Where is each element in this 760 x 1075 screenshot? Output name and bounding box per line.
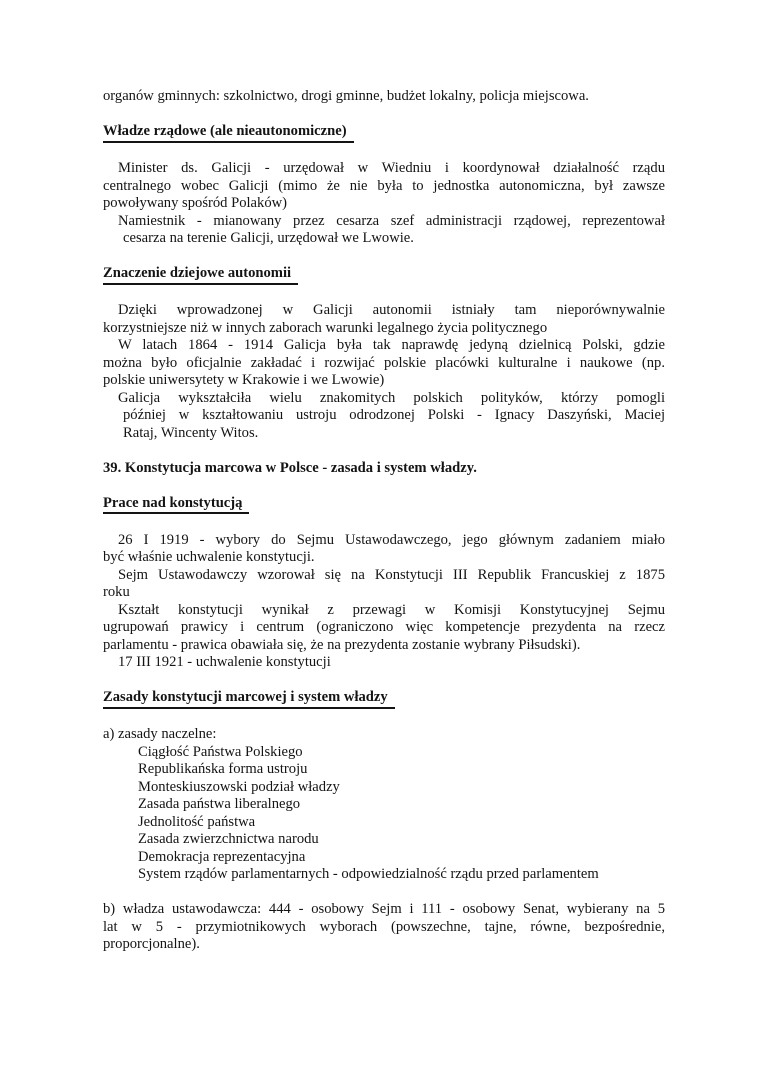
text-line: Kształt konstytucji wynikał z przewagi w Komisji Konstytucyjnej Sejmu bbox=[118, 601, 665, 618]
text-line: być właśnie uchwalenie konstytucji. bbox=[103, 549, 315, 565]
list-item: Demokracja reprezentacyjna bbox=[138, 848, 306, 865]
text-line: ugrupowań prawicy i centrum (ograniczono więc kompetencje prezydenta na rzecz bbox=[103, 619, 665, 635]
text-line: polskie uniwersytety w Krakowie i we Lwowie) bbox=[103, 372, 385, 388]
paragraph-block bbox=[103, 88, 665, 106]
text-line: a) zasady naczelne: bbox=[103, 726, 217, 742]
paragraph-block bbox=[103, 602, 665, 655]
text-line: centralnego wobec Galicji (mimo że nie była to jednostka autonomiczna, był zawsze bbox=[103, 177, 665, 194]
list-item: Zasada zwierzchnictwa narodu bbox=[138, 831, 319, 847]
paragraph-block bbox=[103, 901, 665, 954]
paragraph-block bbox=[103, 532, 665, 567]
text-line: Sejm Ustawodawczy wzorował się na Konstytucji III Republik Francuskiej z 1875 bbox=[118, 566, 665, 583]
text-line: lat w 5 - przymiotnikowych wyborach (powszechne, tajne, równe, bezpośrednie, bbox=[103, 918, 665, 935]
list-item: Zasada państwa liberalnego bbox=[138, 796, 301, 812]
heading-block bbox=[103, 265, 665, 285]
heading-text: Zasady konstytucji marcowej i system władzy bbox=[103, 689, 395, 709]
text-line: powoływany spośród Polaków) bbox=[103, 195, 288, 211]
heading-block bbox=[103, 460, 665, 478]
heading-text: Władze rządowe (ale nieautonomiczne) bbox=[103, 123, 354, 143]
paragraph-block bbox=[103, 160, 665, 213]
heading-text: 39. Konstytucja marcowa w Polsce - zasada i system władzy. bbox=[103, 459, 477, 476]
text-line: cesarza na terenie Galicji, urzędował we Lwowie. bbox=[123, 230, 414, 246]
text-line: 17 III 1921 - uchwalenie konstytucji bbox=[118, 654, 331, 670]
text-line: Dzięki wprowadzonej w Galicji autonomii istniały tam nieporównywalnie bbox=[118, 302, 665, 318]
paragraph-block bbox=[103, 567, 665, 602]
heading-block bbox=[103, 123, 665, 143]
list-item: Monteskiuszowski podział władzy bbox=[138, 778, 340, 795]
document-text-area bbox=[103, 88, 665, 954]
text-line: korzystniejsze niż w innych zaborach warunki legalnego życia politycznego bbox=[103, 319, 548, 336]
text-line: b) władza ustawodawcza: 444 - osobowy Sejm i 111 - osobowy Senat, wybierany na 5 bbox=[103, 901, 665, 917]
text-line: organów gminnych: szkolnictwo, drogi gminne, budżet lokalny, policja miejscowa. bbox=[103, 88, 589, 104]
text-line: roku bbox=[103, 584, 130, 600]
text-line: można było oficjalnie zakładać i rozwijać polskie placówki kulturalne i naukowe (np. bbox=[103, 354, 665, 371]
list-item: System rządów parlamentarnych - odpowiedzialność rządu przed parlamentem bbox=[138, 866, 599, 882]
text-line: później w kształtowaniu ustroju odrodzonej Polski - Ignacy Daszyński, Maciej bbox=[123, 407, 665, 423]
heading-block bbox=[103, 689, 665, 709]
list-block bbox=[103, 744, 665, 884]
list-item: Ciągłość Państwa Polskiego bbox=[138, 743, 303, 760]
paragraph-block bbox=[103, 726, 665, 744]
text-line: Namiestnik - mianowany przez cesarza szef administracji rządowej, reprezentował bbox=[118, 212, 665, 229]
text-line: W latach 1864 - 1914 Galicja była tak naprawdę jedyną dzielnicą Polski, gdzie bbox=[118, 337, 665, 353]
text-line: Galicja wykształciła wielu znakomitych polskich polityków, którzy pomogli bbox=[118, 389, 665, 406]
heading-text: Prace nad konstytucją bbox=[103, 495, 249, 515]
paragraph-block bbox=[103, 390, 665, 443]
heading-text: Znaczenie dziejowe autonomii bbox=[103, 265, 298, 285]
text-line: proporcjonalne). bbox=[103, 936, 200, 952]
paragraph-block bbox=[103, 654, 665, 672]
list-item: Jednolitość państwa bbox=[138, 813, 256, 830]
paragraph-block bbox=[103, 213, 665, 248]
paragraph-block bbox=[103, 337, 665, 390]
text-line: Minister ds. Galicji - urzędował w Wiedniu i koordynował działalność rządu bbox=[118, 160, 665, 176]
list-item: Republikańska forma ustroju bbox=[138, 761, 308, 777]
text-line: Rataj, Wincenty Witos. bbox=[123, 424, 259, 441]
heading-block bbox=[103, 495, 665, 515]
paragraph-block bbox=[103, 302, 665, 337]
text-line: parlamentu - prawica obawiała się, że na prezydenta zostanie wybrany Piłsudski). bbox=[103, 636, 581, 653]
text-line: 26 I 1919 - wybory do Sejmu Ustawodawczego, jego głównym zadaniem miało bbox=[118, 531, 665, 548]
